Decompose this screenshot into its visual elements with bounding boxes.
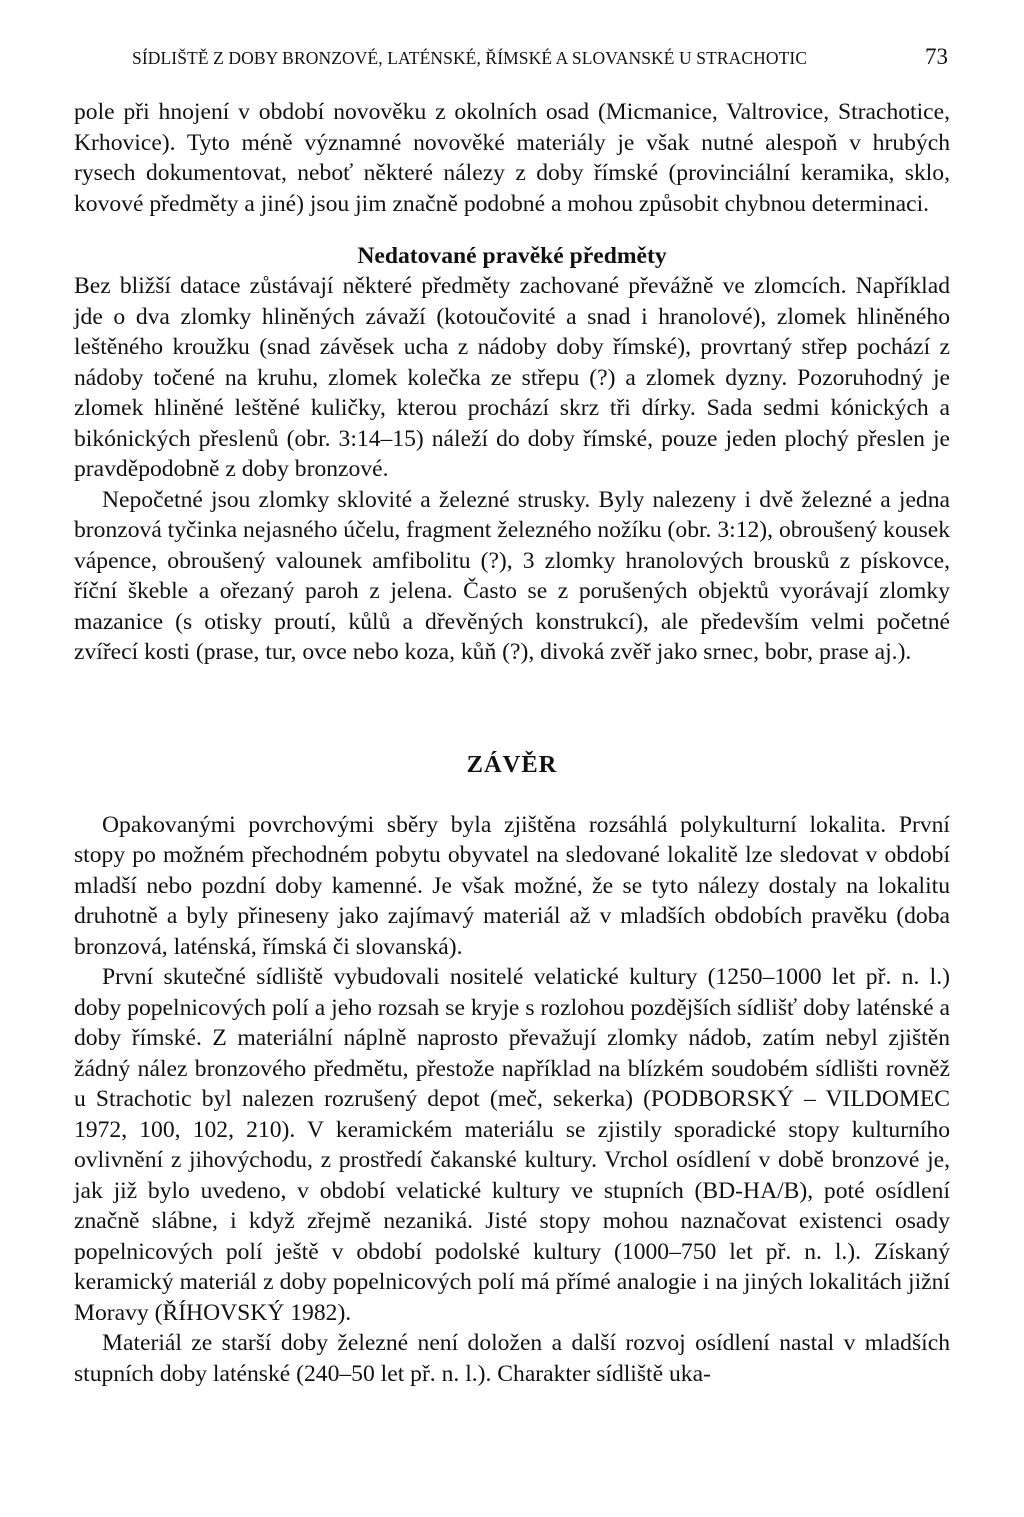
page-number: 73 [925, 44, 948, 69]
conclusion-paragraph-1: Opakovanými povrchovými sběry byla zjištěna rozsáhlá polykulturní lokalita. První stopy po možném přechodném pobytu obyvatel na sledované lokalitě lze sledovat v období mladší nebo pozdní doby kamenné. Je však možné, že se tyto nálezy dostaly na lokalitu druhotně a byly přineseny jako zajímavý materiál až v mladších obdobích pravěku (doba bronzová, laténská, římská či slovanská). [74, 811, 950, 960]
undated-paragraph-1: Bez bližší datace zůstávají některé předměty zachované převážně ve zlomcích. Například jde o dva zlomky hliněných závaží (kotoučovité a snad i hranolové), zlomek hliněného leštěného kroužku (snad závěsek ucha z nádoby doby římské), provrtaný střep pochází z nádoby točené na kruhu, zlomek kolečka ze střepu (?) a zlomek dyzny. Pozoruhodný je zlomek hliněné leštěné kuličky, kterou prochází skrz tři dírky. Sada sedmi kónických a bikónických přeslenů (obr. 3:14–15) náleží do doby římské, pouze jeden plochý přeslen je pravděpodobně z doby bronzové. [74, 273, 950, 482]
page [74, 44, 950, 1389]
running-title: SÍDLIŠTĚ Z DOBY BRONZOVÉ, LATÉNSKÉ, ŘÍMSKÉ A SLOVANSKÉ U STRACHOTIC [132, 48, 808, 68]
running-header [74, 44, 950, 84]
undated-paragraph-2: Nepočetné jsou zlomky sklovité a železné strusky. Byly nalezeny i dvě železné a jedna bronzová tyčinka nejasného účelu, fragment železného nožíku (obr. 3:12), obroušený kousek vápence, obroušený valounek amfibolitu (?), 3 zlomky hranolových brousků z pískovce, říční škeble a ořezaný paroh z jelena. Často se z porušených objektů vyorávají zlomky mazanice (s otisky proutí, kůlů a dřevěných konstrukcí), ale především velmi početné zvířecí kosti (prase, tur, ovce nebo koza, kůň (?), divoká zvěř jako srnec, bobr, prase aj.). [74, 486, 950, 665]
intro-paragraph: pole při hnojení v období novověku z okolních osad (Micmanice, Valtrovice, Strachotice, Krhovice). Tyto méně významné novověké materiály je však nutné alespoň v hrubých rysech dokumentovat, neboť některé nálezy z doby římské (provinciální keramika, sklo, kovové předměty a jiné) jsou jim značně podobné a mohou způsobit chybnou determinaci. [74, 99, 950, 217]
conclusion-paragraph-2: První skutečné sídliště vybudovali nositelé velatické kultury (1250–1000 let př. n. l.) doby popelnicových polí a jeho rozsah se kryje s rozlohou pozdějších sídlišť doby laténské a doby římské. Z materiální náplně naprosto převažují zlomky nádob, zatím nebyl zjištěn žádný nález bronzového předmětu, přestože například na blízkém soudobém sídlišti rovněž u Strachotic byl nalezen rozrušený depot (meč, sekerka) (PODBORSKÝ – VILDOMEC 1972, 100, 102, 210). V keramickém materiálu se zjistily sporadické stopy kulturního ovlivnění z jihovýchodu, z prostředí čakanské kultury. Vrchol osídlení v době bronzové je, jak již bylo uvedeno, v období velatické kultury ve stupních (BD-HA/B), poté osídlení značně slábne, i když zřejmě nezaniká. Jisté stopy mohou naznačovat existenci osady popelnicových polí ještě v období podolské kultury (1000–750 let př. n. l.). Získaný keramický materiál z doby popelnicových polí má přímé analogie i na jiných lokalitách jižní Moravy (ŘÍHOVSKÝ 1982). [74, 964, 950, 1326]
intro-section [74, 97, 950, 219]
heading-undated-objects: Nedatované pravěké předměty [357, 243, 667, 269]
heading-conclusion: ZÁVĚR [466, 750, 558, 778]
conclusion-paragraph-3: Materiál ze starší doby železné není doložen a další rozvoj osídlení nastal v mladších stupních doby laténské (240–50 let př. n. l.). Charakter sídliště uka- [74, 1330, 950, 1387]
